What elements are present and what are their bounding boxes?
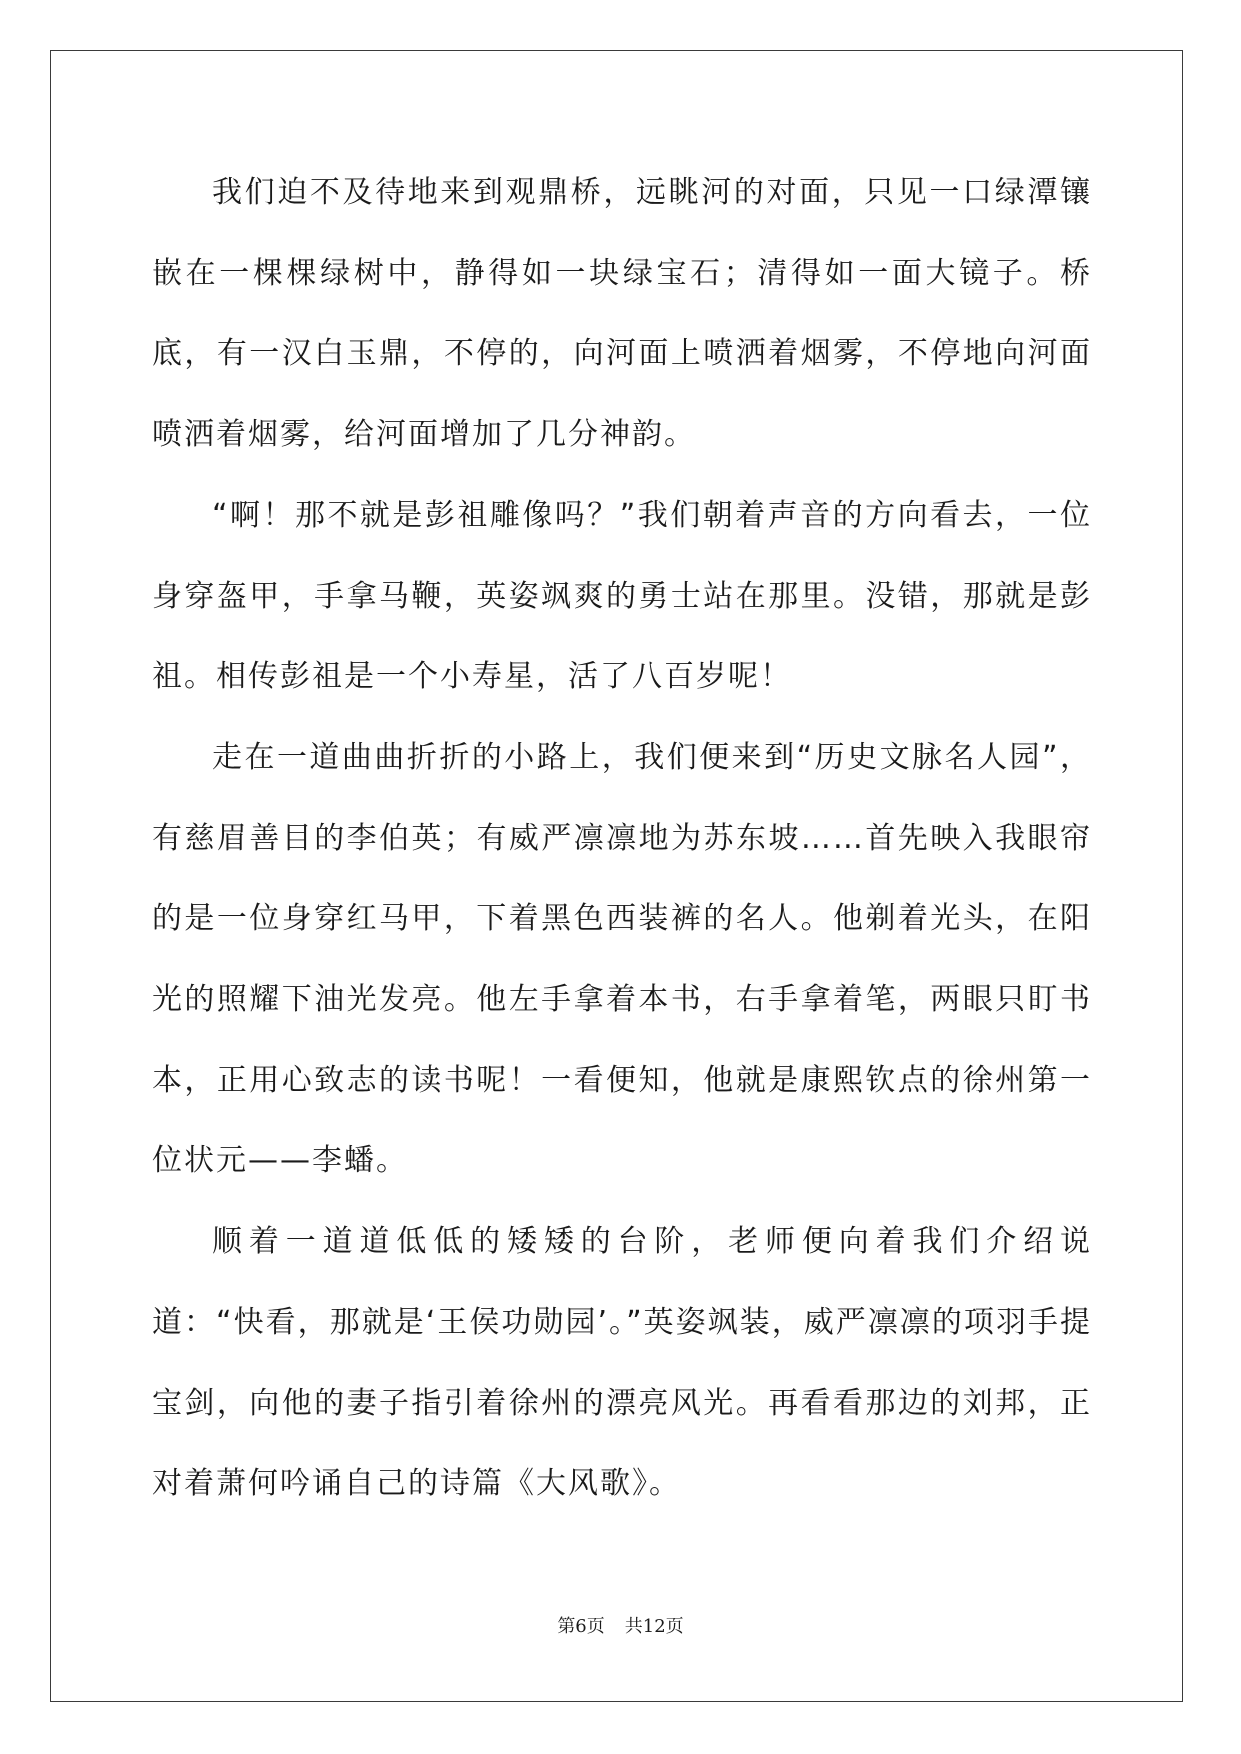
paragraph-4: 顺着一道道低低的矮矮的台阶，老师便向着我们介绍说道：“快看，那就是‘王侯功勋园’。”英姿飒装，威严凛凛的项羽手提宝剑，向他的妻子指引着徐州的漂亮风光。再看看那边的刘邦，正对着萧何吟诵自己的诗篇《大风歌》。 [152,1224,1092,1502]
paragraph-1: 我们迫不及待地来到观鼎桥，远眺河的对面，只见一口绿潭镶嵌在一棵棵绿树中，静得如一块绿宝石；清得如一面大镜子。桥底，有一汉白玉鼎，不停的，向河面上喷洒着烟雾，不停地向河面喷洒着烟雾，给河面增加了几分神韵。 [152,175,1092,453]
page-footer [0,1612,1241,1638]
page-number: 第6页 [557,1616,605,1637]
document-body [152,153,1092,1525]
paragraph-2: “啊！那不就是彭祖雕像吗？”我们朝着声音的方向看去，一位身穿盔甲，手拿马鞭，英姿飒爽的勇士站在那里。没错，那就是彭祖。相传彭祖是一个小寿星，活了八百岁呢！ [152,497,1092,695]
paragraph-3: 走在一道曲曲折折的小路上，我们便来到“历史文脉名人园”，有慈眉善目的李伯英；有威严凛凛地为苏东坡……首先映入我眼帘的是一位身穿红马甲，下着黑色西装裤的名人。他剃着光头，在阳光的照耀下油光发亮。他左手拿着本书，右手拿着笔，两眼只盯书本，正用心致志的读书呢！一看便知，他就是康熙钦点的徐州第一位状元——李蟠。 [152,739,1092,1179]
page-total: 共12页 [624,1616,684,1637]
